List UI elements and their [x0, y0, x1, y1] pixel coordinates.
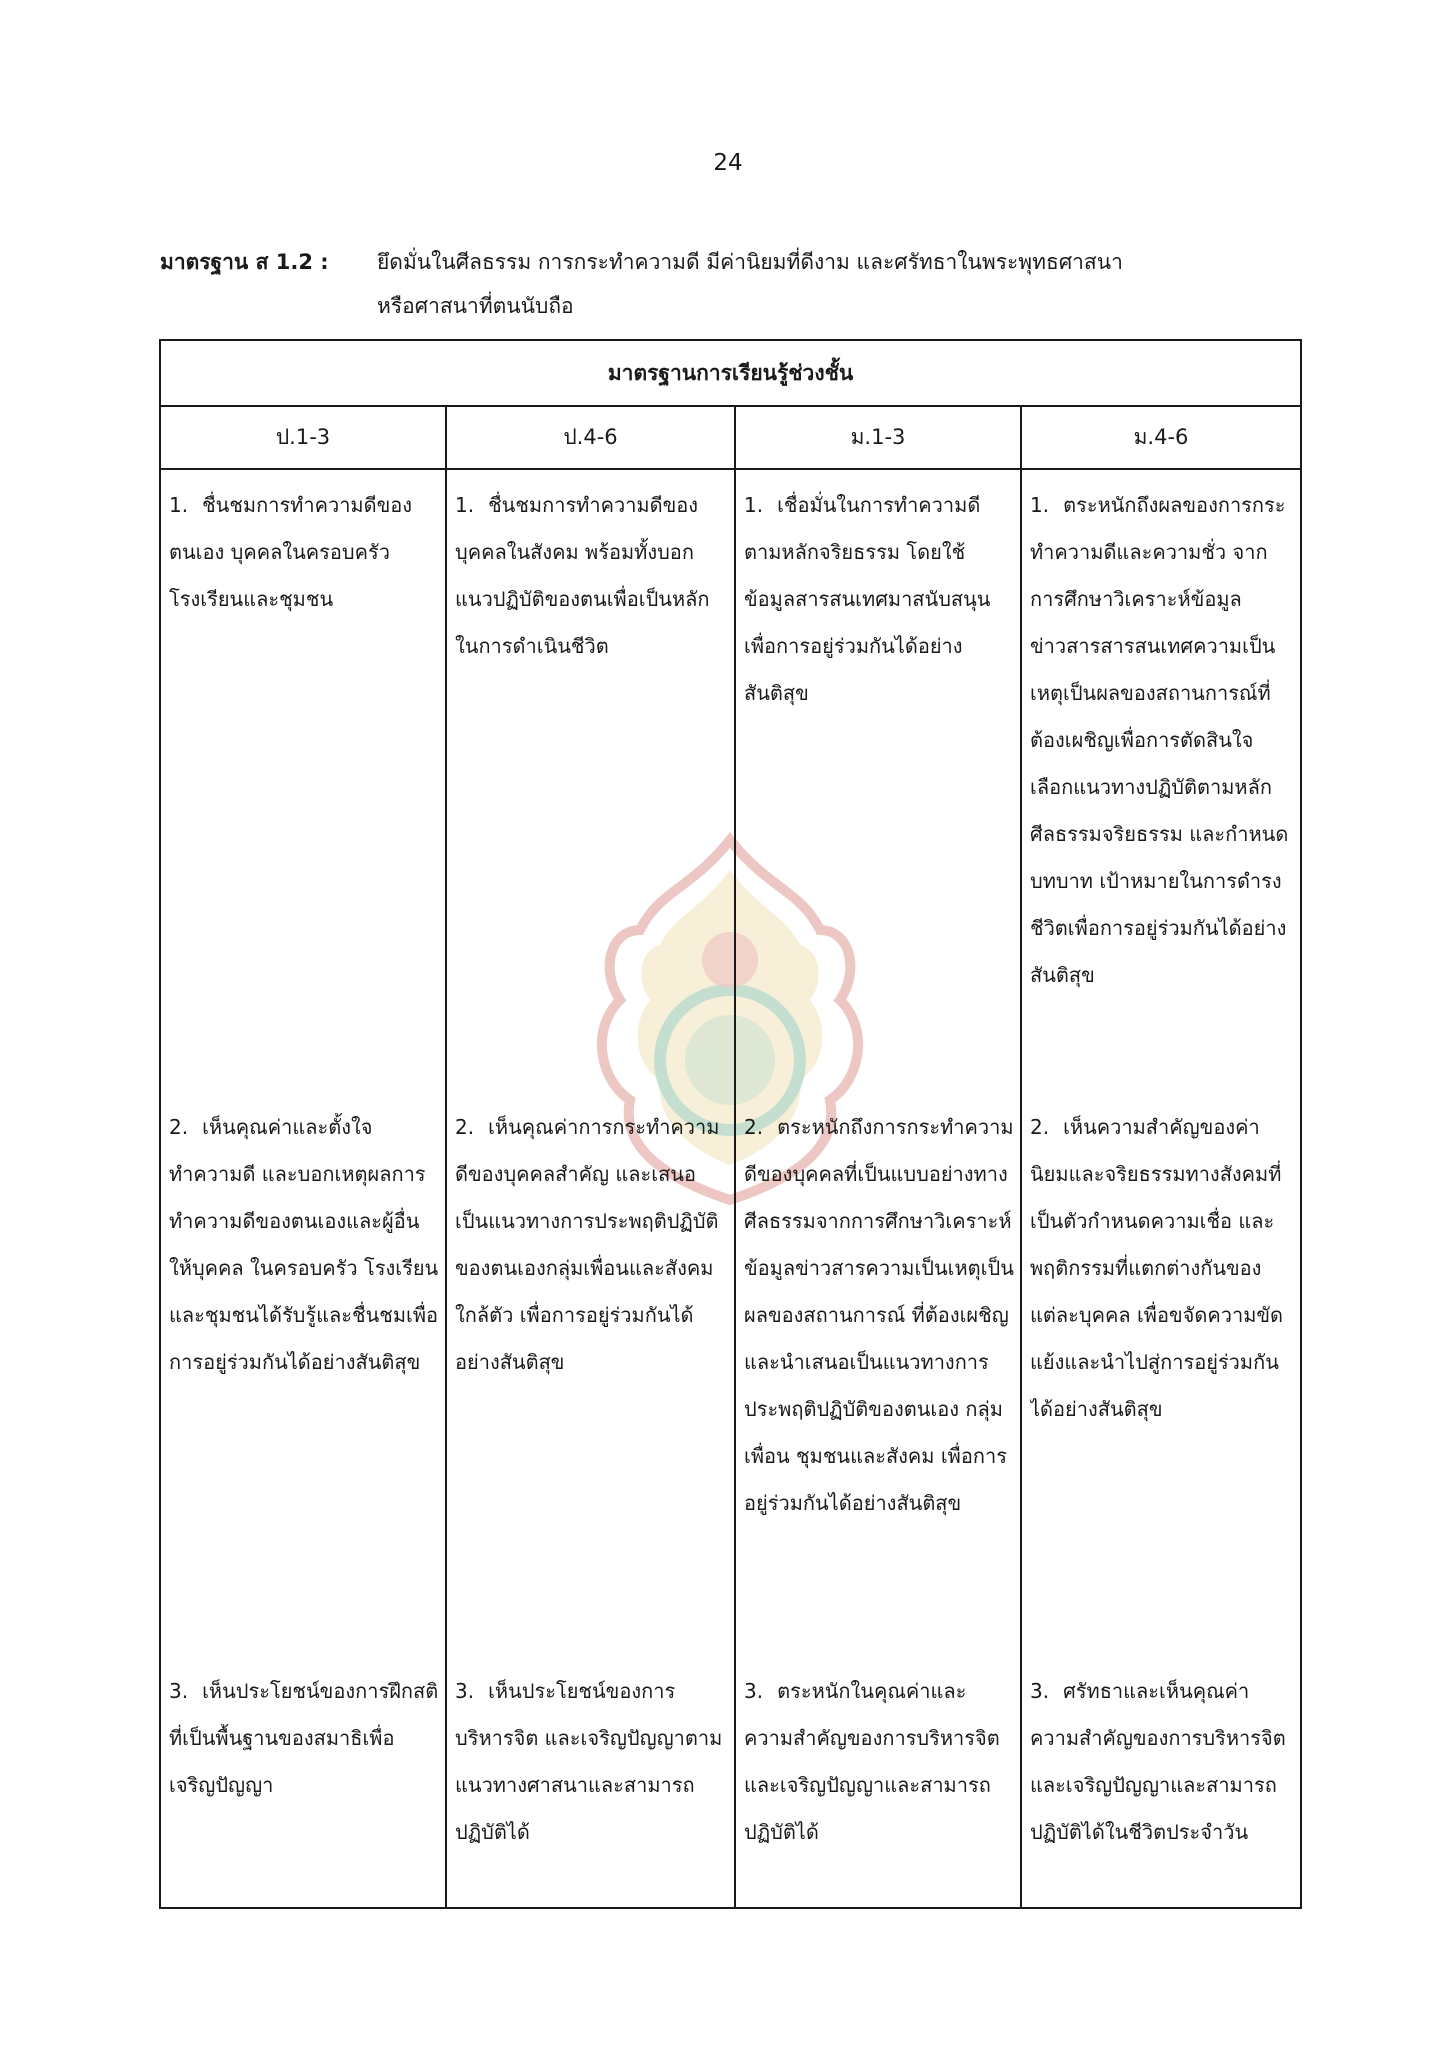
column-p4-6 [446, 469, 735, 1908]
indicator-item: 3. ตระหนักในคุณค่าและความสำคัญของการบริหารจิตและเจริญปัญญาและสามารถปฏิบัติได้ [744, 1679, 1000, 1844]
column-m4-6 [1021, 469, 1301, 1908]
standard-description [377, 240, 1310, 328]
page-number: 24 [713, 150, 743, 176]
standard-description-line-2: หรือศาสนาที่ตนนับถือ [377, 294, 574, 318]
indicator-item: 2. เห็นคุณค่าและตั้งใจทำความดี และบอกเหตุผลการทำความดีของตนเองและผู้อื่นให้บุคคล ในครอบครัว โรงเรียนและชุมชนได้รับรู้และชื่นชมเพื่อการอยู่ร่วมกันได้อย่างสันติสุข [169, 1115, 439, 1374]
standard-header [160, 240, 1310, 328]
standard-description-line-1: ยึดมั่นในศีลธรรม การกระทำความดี มีค่านิยมที่ดีงาม และศรัทธาในพระพุทธศาสนา [377, 250, 1123, 274]
indicator-item: 1. ชื่นชมการทำความดีของบุคคลในสังคม พร้อมทั้งบอกแนวปฏิบัติของตนเพื่อเป็นหลักในการดำเนินชีวิต [455, 493, 710, 658]
indicator-item: 3. เห็นประโยชน์ของการบริหารจิต และเจริญปัญญาตามแนวทางศาสนาและสามารถปฏิบัติได้ [455, 1679, 723, 1844]
grade-header-m4-6: ม.4-6 [1021, 406, 1301, 469]
indicator-item: 3. ศรัทธาและเห็นคุณค่าความสำคัญของการบริหารจิตและเจริญปัญญาและสามารถปฏิบัติได้ในชีวิตประจำวัน [1030, 1679, 1286, 1844]
grade-header-m1-3: ม.1-3 [735, 406, 1021, 469]
indicator-item: 1. เชื่อมั่นในการทำความดีตามหลักจริยธรรม โดยใช้ข้อมูลสารสนเทศมาสนับสนุน เพื่อการอยู่ร่วมกันได้อย่างสันติสุข [744, 493, 991, 705]
indicator-item: 2. ตระหนักถึงการกระทำความดีของบุคคลที่เป็นแบบอย่างทางศีลธรรมจากการศึกษาวิเคราะห์ข้อมูลข่าวสารความเป็นเหตุเป็นผลของสถานการณ์ ที่ต้องเผชิญและนำเสนอเป็นแนวทางการประพฤติปฏิบัติของตนเอง กลุ่มเพื่อน ชุมชนและสังคม เพื่อการอยู่ร่วมกันได้อย่างสันติสุข [744, 1115, 1014, 1515]
learning-standards-table [159, 339, 1302, 1909]
indicator-item: 1. ชื่นชมการทำความดีของตนเอง บุคคลในครอบครัว โรงเรียนและชุมชน [169, 493, 413, 611]
column-m1-3 [735, 469, 1021, 1908]
indicator-item: 3. เห็นประโยชน์ของการฝึกสติที่เป็นพื้นฐานของสมาธิเพื่อเจริญปัญญา [169, 1679, 439, 1797]
grade-header-p1-3: ป.1-3 [160, 406, 446, 469]
column-p1-3 [160, 469, 446, 1908]
grade-header-p4-6: ป.4-6 [446, 406, 735, 469]
table-title: มาตรฐานการเรียนรู้ช่วงชั้น [160, 340, 1301, 406]
indicator-item: 1. ตระหนักถึงผลของการกระทำความดีและความชั่ว จากการศึกษาวิเคราะห์ข้อมูลข่าวสารสารสนเทศความเป็นเหตุเป็นผลของสถานการณ์ที่ต้องเผชิญเพื่อการตัดสินใจเลือกแนวทางปฏิบัติตามหลักศีลธรรมจริยธรรม และกำหนดบทบาท เป้าหมายในการดำรงชีวิตเพื่อการอยู่ร่วมกันได้อย่างสันติสุข [1030, 493, 1289, 987]
standard-code: มาตรฐาน ส 1.2 : [160, 250, 329, 274]
indicator-item: 2. เห็นความสำคัญของค่านิยมและจริยธรรมทางสังคมที่เป็นตัวกำหนดความเชื่อ และพฤติกรรมที่แตกต่างกันของแต่ละบุคคล เพื่อขจัดความขัดแย้งและนำไปสู่การอยู่ร่วมกันได้อย่างสันติสุข [1030, 1115, 1284, 1421]
indicator-item: 2. เห็นคุณค่าการกระทำความดีของบุคคลสำคัญ และเสนอเป็นแนวทางการประพฤติปฏิบัติของตนเองกลุ่มเพื่อนและสังคมใกล้ตัว เพื่อการอยู่ร่วมกันได้อย่างสันติสุข [455, 1115, 720, 1374]
